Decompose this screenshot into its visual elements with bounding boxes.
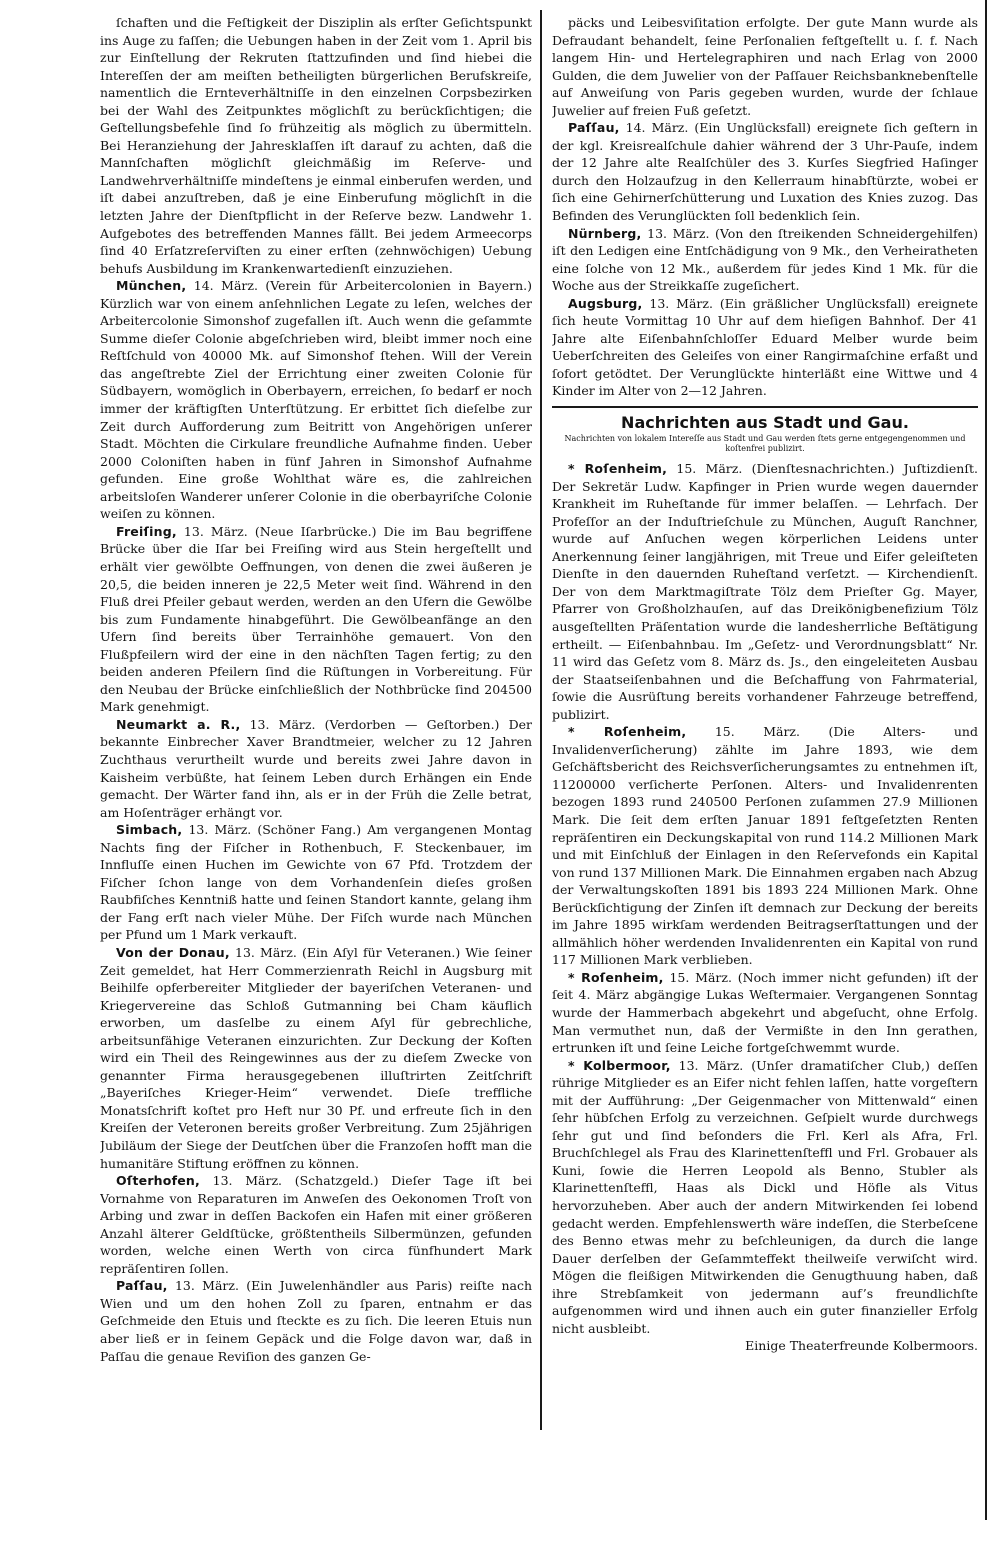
article-dateline: * Roſenheim,	[568, 724, 687, 740]
article	[552, 1057, 978, 1338]
article-text: 13. März. (Ein gräßlicher Unglücksfall) ereignete ſich heute Vormittag 10 Uhr auf dem hieſigen Bahnhof. Der 41 Jahre alte Eiſenbahnſchloſſer Eduard Melber wurde beim Ueberſchreiten des Geleiſes von einer Rangirmaſchine erfaßt und ſofort getödtet. Der Verunglückte hinterläßt eine Wittwe und 4 Kinder im Alter von 2—12 Jahren.	[552, 295, 978, 399]
section-title: Nachrichten aus Stadt und Gau.	[621, 413, 909, 433]
article	[100, 14, 532, 277]
article-text: 15. März. (Dienſtesnachrichten.) Juſtizdienſt. Der Sekretär Ludw. Kapfinger in Prien wurde wegen dauernder Krankheit im Ruheſtande für immer belaſſen. — Lehrfach. Der Profeſſor an der Induſtrieſchule zu München, Auguſt Ranchner, wurde auf Anſuchen wegen körperlichen Leidens unter Anerkennung ſeiner langjährigen, mit Treue und Eifer geleiſteten Dienſte in den dauernden Ruheſtand verſetzt. — Kirchendienſt. Der von dem Marktmagiſtrate Tölz dem Prieſter Gg. Mayer, Pfarrer von Großholzhauſen, auf das Dreikönigbenefizium Tölz ausgeſtellten Präſentation wurde die landesherrliche Beſtätigung ertheilt. — Eiſenbahnbau. Im „Geſetz- und Verordnungsblatt“ Nr. 11 wird das Geſetz vom 8. März ds. Js., den eingeleiteten Ausbau der Staatseiſenbahnen und die Beſchaffung von Fahrmaterial, ſowie die Ausrüſtung bereits vorhandener Fahrzeuge betreffend, publizirt.	[552, 461, 978, 722]
article	[552, 295, 978, 400]
article-dateline: * Roſenheim,	[568, 461, 668, 477]
article-dateline: Paſſau,	[568, 120, 620, 136]
article-text: 14. März. (Ein Unglücksfall) ereignete ſich geſtern in der kgl. Kreisrealſchule dahier während der 3 Uhr-Pauſe, indem der 12 Jahre alte Realſchüler des 3. Kurſes Siegfried Haſinger durch den Holzaufzug in den Kellerraum hinabſtürzte, wobei er ſich eine Gehirnerſchütterung und Luxation des Knies zuzog. Das Befinden des Verunglückten ſoll bedenklich ſein.	[552, 120, 978, 224]
article	[552, 969, 978, 1057]
article-dateline: Neumarkt a. R.,	[116, 716, 241, 732]
article-text: 13. März. (Von den ſtreikenden Schneidergehilfen) iſt den Ledigen eine Entſchädigung von 9 Mk., den Verheiratheten eine ſolche von 12 Mk., außerdem für jedes Kind 1 Mk. für die Woche aus der Streikkaſſe zugeſichert.	[552, 225, 978, 294]
article	[552, 14, 978, 119]
article-text: 15. März. (Noch immer nicht gefunden) iſt der ſeit 4. März abgängige Lukas Weſtermaier. Vergangenen Sonntag wurde der Hammerbach abgekehrt und abgeſucht, ohne Erfolg. Man vermuthet nun, daß der Vermißte in den Inn gerathen, ertrunken iſt und ſeine Leiche fortgeſchwemmt wurde.	[552, 969, 978, 1056]
article-dateline: München,	[116, 278, 187, 294]
article-text: päcks und Leibesviſitation erfolgte. Der gute Mann wurde als Defraudant behandelt, ſeine Perſonalien feſtgeſtellt u. ſ. f. Nach langem Hin- und Hertelegraphiren und nach Erlag von 2000 Gulden, die dem Juwelier von der Paſſauer Reichsbanknebenſtelle auf Anweiſung von Paris gegeben wurden, wurde der ſchlaue Juwelier auf freien Fuß geſetzt.	[552, 15, 978, 118]
article	[100, 821, 532, 944]
article	[100, 944, 532, 1172]
article-text: ſchaften und die Feſtigkeit der Disziplin als erſter Geſichtspunkt ins Auge zu faſſen; die Uebungen haben in der Zeit vom 1. April bis zur Einſtellung der Rekruten ſtattzufinden und ſind hiebei die Intereſſen der am meiſten betheiligten bürgerlichen Berufskreiſe, namentlich die Ernteverhältniſſe in den einzelnen Corpsbezirken bei der Wahl des Zeitpunktes möglichſt zu berückſichtigen; die Geſtellungsbefehle ſind ſo frühzeitig als möglich zu übermitteln. Bei Heranziehung der Jahresklaſſen iſt darauf zu achten, daß die Mannſchaften möglichſt gleichmäßig im Reſerve- und Landwehrverhältniſſe mindeſtens je einmal einberufen werden, und iſt dabei anzuſtreben, daß je eine Einberufung möglichſt in die letzten Jahre der Dienſtpflicht in der Reſerve bezw. Landwehr 1. Aufgebotes des betreffenden Mannes fällt. Bei jedem Armeecorps ſind 40 Erſatzreſerviſten zu einer erſten (zehnwöchigen) Uebung behufs Ausbildung im Krankenwartedienſt einzuziehen.	[100, 15, 532, 276]
article-text: 13. März. (Neue Iſarbrücke.) Die im Bau begriffene Brücke über die Iſar bei Freiſing wird aus Stein hergeſtellt und erhält vier gewölbte Oeffnungen, von denen die zwei äußeren je 20,5, die beiden inneren je 22,5 Meter weit ſind. Während in den Fluß drei Pfeiler gebaut werden, werden an den Ufern die Gewölbe bis zum Fundamente hinabgeführt. Die Gewölbeanfänge an den Ufern ſind bereits über Terrainhöhe gemauert. Von den Flußpfeilern wird der eine in den nächſten Tagen fertig; zu den beiden anderen Pfeilern ſind die Rüſtungen in Vorbereitung. Für den Neubau der Brücke einſchließlich der Nothbrücke ſind 204500 Mark genehmigt.	[100, 523, 532, 715]
column-rule	[985, 0, 987, 1520]
article-text: 15. März. (Die Alters- und Invalidenverſicherung) zählte im Jahre 1893, wie dem Geſchäftsbericht des Reichsverſicherungsamtes zu entnehmen iſt, 11200000 verſicherte Perſonen. Alters- und Invalidenrenten bezogen 1893 rund 240500 Perſonen zuſammen 27.9 Millionen Mark. Die ſeit dem erſten Januar 1891 feſtgeſetzten Renten repräſentiren ein Deckungskapital von rund 114.2 Millionen Mark und mit Einſchluß der Einlagen in den Reſervefonds ein Kapital von rund 137 Millionen Mark. Die Einnahmen ergaben nach Abzug der Verwaltungskoſten 1891 bis 1893 224 Millionen Mark. Ohne Berückſichtigung der Zinſen iſt demnach zur Deckung der bereits im Jahre 1895 wirkſam werdenden Beitragserſtattungen und der allmählich höher werdenden Invalidenrenten ein Kapital von rund 117 Millionen Mark verblieben.	[552, 724, 978, 968]
article-dateline: Freiſing,	[116, 523, 177, 539]
article-dateline: Augsburg,	[568, 295, 643, 311]
article-dateline: Nürnberg,	[568, 225, 642, 241]
article-dateline: Von der Donau,	[116, 944, 230, 960]
article	[100, 277, 532, 523]
article-dateline: Oſterhofen,	[116, 1173, 200, 1189]
signature: Einige Theaterfreunde Kolbermoors.	[745, 1338, 978, 1354]
article	[552, 119, 978, 224]
article-text: 13. März. (Ein Aſyl für Veteranen.) Wie ſeiner Zeit gemeldet, hat Herr Commerzienrath Reichl in Augsburg mit Beihilfe opferbereiter Mitglieder der bayeriſchen Veteranen- und Kriegervereine das Schloß Gutmanning bei Cham käuflich erworben, um dasſelbe zu einem Aſyl für gebrechliche, arbeitsunfähige Veteranen einzurichten. Zur Deckung der Koſten wird ein Theil des Reingewinnes aus der zu dieſem Zwecke von genannter Firma herausgegebenen illuſtrirten Zeitſchrift „Bayeriſches Krieger-Heim“ verwendet. Dieſe treffliche Monatsſchrift koſtet pro Heft nur 30 Pf. und erfreute ſich in den Kreiſen der Veteronen bereits großer Verbreitung. Zum 25jährigen Jubiläum der Siege der Deutſchen über die Franzoſen hofft man die humanitäre Stiftung eröffnen zu können.	[100, 944, 532, 1171]
article-text: 13. März. (Schatzgeld.) Dieſer Tage iſt bei Vornahme von Reparaturen im Anweſen des Oekonomen Troſt von Arbing und zwar in deſſen Backofen ein Hafen mit einer größeren Anzahl älterer Geldſtücke, größtentheils Silbermünzen, gefunden worden, welche einen Werth von circa fünfhundert Mark repräſentiren ſollen.	[100, 1173, 532, 1276]
article-text: 13. März. (Unſer dramatiſcher Club,) deſſen rührige Mitglieder es an Eifer nicht fehlen laſſen, hatte vorgeſtern mit der Aufführung: „Der Geigenmacher von Mittenwald“ einen ſehr hübſchen Erfolg zu verzeichnen. Geſpielt wurde durchwegs ſehr gut und ſind beſonders die Frl. Kerl als Afra, Frl. Bruchſchlegel als Frau des Klarinettenſteffl und Frl. Grobauer als Kuni, ſowie die Herren Leopold als Benno, Stubler als Klarinettenſteffl, Haas als Dickl und Höfle als Vitus hervorzuheben. Aber auch der andern Mitwirkenden ſei lobend gedacht werden. Empfehlenswerth wäre indeſſen, die Sterbeſcene des Benno etwas mehr zu beſchleunigen, da durch die lange Dauer derſelben der Geſammteffekt theilweiſe verwiſcht wird. Mögen die fleißigen Mitwirkenden die Genugthuung haben, daß ihre Strebſamkeit von jedermann auf’s freundlichſte aufgenommen wird und ihnen auch ein guter finanzieller Erfolg nicht ausbleibt.	[552, 1057, 978, 1336]
article	[552, 225, 978, 295]
article-dateline: Simbach,	[116, 822, 183, 838]
article-text: 14. März. (Verein für Arbeitercolonien in Bayern.) Kürzlich war von einem anſehnlichen Legate zu leſen, welches der Arbeitercolonie Simonshof zugefallen iſt. Auch wenn die geſammte Summe dieſer Colonie abgeſchrieben wird, bleibt immer noch eine Reſtſchuld von 40000 Mk. auf Simonshof ſtehen. Will der Verein das angeſtrebte Ziel der Errichtung einer zweiten Colonie für Südbayern, womöglich in Oberbayern, erreichen, ſo bedarf er noch immer der kräftigſten Unterſtützung. Er erbittet ſich dieſelbe zur Zeit durch Aufforderung zum Beitritt von Angehörigen unſerer Stadt. Möchten die Cirkulare freundliche Aufnahme finden. Ueber 2000 Coloniſten haben in fünf Jahren in Simonshof Aufnahme gefunden. Eine große Wohlthat wäre es, die zahlreichen arbeitsloſen Wanderer unſerer Colonie in die oberbayriſche Colonie weiſen zu können.	[100, 278, 532, 522]
column-rule	[540, 10, 542, 1430]
article	[100, 1277, 532, 1365]
cropped-next-column	[990, 0, 1000, 1566]
middle-column	[552, 14, 978, 1355]
left-column	[100, 14, 532, 1365]
section-divider	[552, 406, 978, 408]
article-text: 13. März. (Verdorben — Geſtorben.) Der bekannte Einbrecher Xaver Brandtmeier, welcher zu 12 Jahren Zuchthaus verurtheilt wurde und bereits zwei Jahre davon in Kaisheim verbüßte, hat ſeinem Leben durch Erhängen ein Ende gemacht. Der Wärter fand ihn, als er in der Früh die Zelle betrat, am Hoſenträger erhängt vor.	[100, 716, 532, 820]
article-dateline: * Roſenheim,	[568, 969, 664, 985]
article	[552, 460, 978, 723]
article	[100, 716, 532, 821]
article-dateline: * Kolbermoor,	[568, 1057, 671, 1073]
article	[100, 523, 532, 716]
section-subtitle: Nachrichten von lokalem Intereſſe aus Stadt und Gau werden ſtets gerne entgegengenommen und koſtenfrei publizirt.	[564, 434, 966, 454]
article	[552, 723, 978, 969]
article-dateline: Paſſau,	[116, 1278, 168, 1294]
article-text: 13. März. (Ein Juwelenhändler aus Paris) reiſte nach Wien und um den hohen Zoll zu ſparen, entnahm er das Geſchmeide den Etuis und ſteckte es zu ſich. Die leeren Etuis nun aber ließ er in ſeinem Gepäck und die Folge davon war, daß in Paſſau die genaue Reviſion des ganzen Ge-	[100, 1278, 532, 1364]
article	[100, 1172, 532, 1277]
article-text: 13. März. (Schöner Fang.) Am vergangenen Montag Nachts fing der Fiſcher in Rothenbuch, F. Steckenbauer, im Innfluſſe einen Huchen im Gewichte von 67 Pfd. Trotzdem der Fiſcher ſchon lange von dem Vorhandenſein dieſes großen Raubfiſches Kenntniß hatte und ſeinen Standort kannte, gelang ihm der Fang erſt nach vieler Mühe. Der Fiſch wurde nach München per Pfund um 1 Mark verkauft.	[100, 822, 532, 943]
